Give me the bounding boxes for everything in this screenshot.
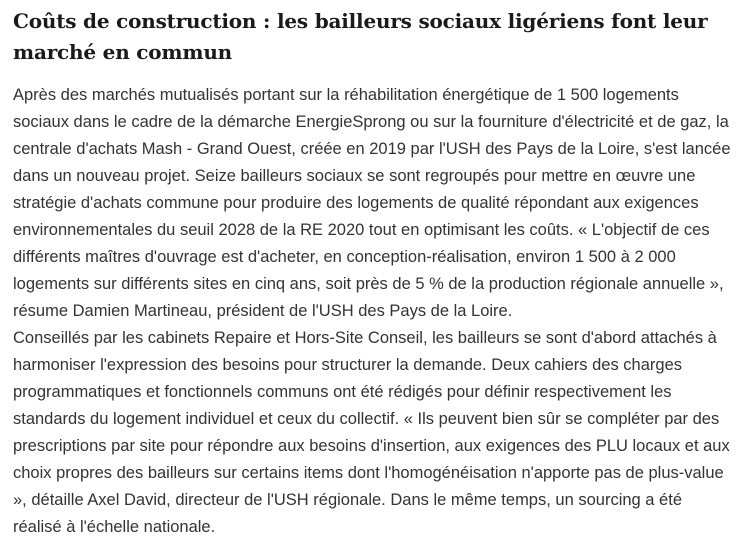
article	[13, 6, 731, 541]
article-title: Coûts de construction : les bailleurs sociaux ligériens font leur marché en commun	[13, 9, 708, 64]
article-paragraph-1: Après des marchés mutualisés portant sur la réhabilitation énergétique de 1 500 logements sociaux dans le cadre de la démarche EnergieSprong ou sur la fourniture d'électricité et de gaz, la centrale d'achats Mash - Grand Ouest, créée en 2019 par l'USH des Pays de la Loire, s'est lancée dans un nouveau projet. Seize bailleurs sociaux se sont regroupés pour mettre en œuvre une stratégie d'achats commune pour produire des logements de qualité répondant aux exigences environnementales du seuil 2028 de la RE 2020 tout en optimisant les coûts. « L'objectif de ces différents maîtres d'ouvrage est d'acheter, en conception-réalisation, environ 1 500 à 2 000 logements sur différents sites en cinq ans, soit près de 5 % de la production régionale annuelle », résume Damien Martineau, président de l'USH des Pays de la Loire.	[13, 86, 731, 320]
article-paragraph-2: Conseillés par les cabinets Repaire et Hors-Site Conseil, les bailleurs se sont d'abord attachés à harmoniser l'expression des besoins pour structurer la demande. Deux cahiers des charges programmatiques et fonctionnels communs ont été rédigés pour définir respectivement les standards du logement individuel et ceux du collectif. « Ils peuvent bien sûr se compléter par des prescriptions par site pour répondre aux besoins d'insertion, aux exigences des PLU locaux et aux choix propres des bailleurs sur certains items dont l'homogénéisation n'apporte pas de plus-value », détaille Axel David, directeur de l'USH régionale. Dans le même temps, un sourcing a été réalisé à l'échelle nationale.	[13, 329, 730, 536]
